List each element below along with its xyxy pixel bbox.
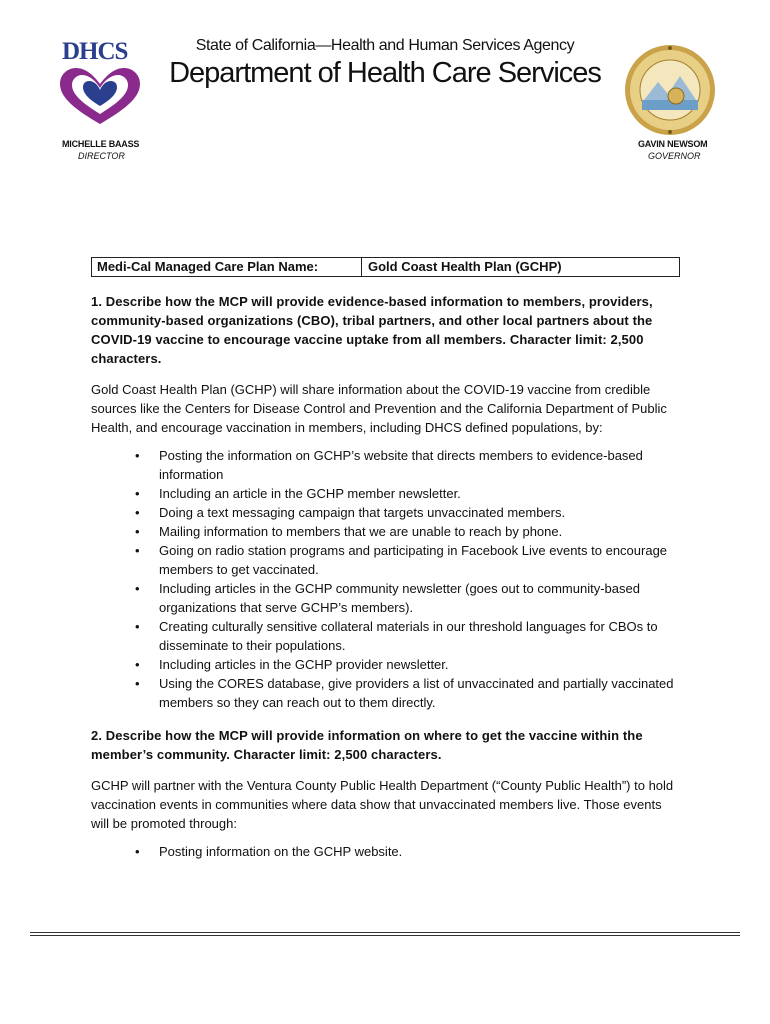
bullet-icon: • [135,581,140,596]
bullet-icon: • [135,524,140,539]
plan-name-label: Medi-Cal Managed Care Plan Name: [92,258,362,276]
bullet-icon: • [135,486,140,501]
bullet-icon: • [135,676,140,691]
question-1: 1. Describe how the MCP will provide evidence-based information to members, providers, community-based organizations (CBO), tribal partners, and other local partners about the COVID-19 vaccine to encourage vaccine uptake from all members. Character limit: 2,500 characters. [91,294,653,366]
agency-heading: State of California—Health and Human Services Agency [195,37,575,54]
director-title: DIRECTOR [78,151,125,161]
bullet-icon: • [135,844,140,859]
list-item: • Doing a text messaging campaign that targets unvaccinated members. [135,505,566,520]
list-item: • Mailing information to members that we are unable to reach by phone. [135,524,563,539]
document-body [91,292,681,875]
list-item: • Posting the information on GCHP’s website that directs members to evidence-based information [135,448,643,482]
list-item: • Using the CORES database, give providers a list of unvaccinated and partially vaccinated members so they can reach out to them directly. [135,676,674,710]
answer-2: GCHP will partner with the Ventura County Public Health Department (“County Public Health”) to hold vaccination events in communities where data show that unvaccinated members live. Those events will be promoted through: [91,778,674,831]
department-title: Department of Health Care Services [169,57,601,89]
plan-name-table [91,257,680,277]
bullet-icon: • [135,657,140,672]
list-item: • Going on radio station programs and participating in Facebook Live events to encourage members to get vaccinated. [135,543,668,577]
governor-title: GOVERNOR [648,151,701,161]
footer-divider [30,932,740,933]
bullet-icon: • [135,619,140,634]
bullet-icon: • [135,543,140,558]
footer-divider [30,935,740,936]
list-item: • Creating culturally sensitive collateral materials in our threshold languages for CBOs to disseminate to their populations. [135,619,658,653]
list-item: • Posting information on the GCHP website. [135,844,403,859]
dhcs-wordmark: DHCS [62,38,128,65]
bullet-icon: • [135,448,140,463]
governor-name: GAVIN NEWSOM [638,139,708,149]
plan-name-value: Gold Coast Health Plan (GCHP) [368,259,562,274]
answer-1: Gold Coast Health Plan (GCHP) will share information about the COVID-19 vaccine from credible sources like the Centers for Disease Control and Prevention and the California Department of Public Health, and encourage vaccination in members, including DHCS defined populations, by: [91,382,667,435]
question-2: 2. Describe how the MCP will provide information on where to get the vaccine within the member’s community. Character limit: 2,500 characters. [91,728,643,762]
answer-1-bullets [91,446,681,712]
bullet-icon: • [135,505,140,520]
list-item: • Including an article in the GCHP member newsletter. [135,486,461,501]
california-seal-icon [624,44,716,136]
director-name: MICHELLE BAASS [62,139,140,149]
list-item: • Including articles in the GCHP community newsletter (goes out to community-based organizations that serve GCHP’s members). [135,581,640,615]
list-item: • Including articles in the GCHP provider newsletter. [135,657,449,672]
answer-2-bullets [91,842,681,861]
